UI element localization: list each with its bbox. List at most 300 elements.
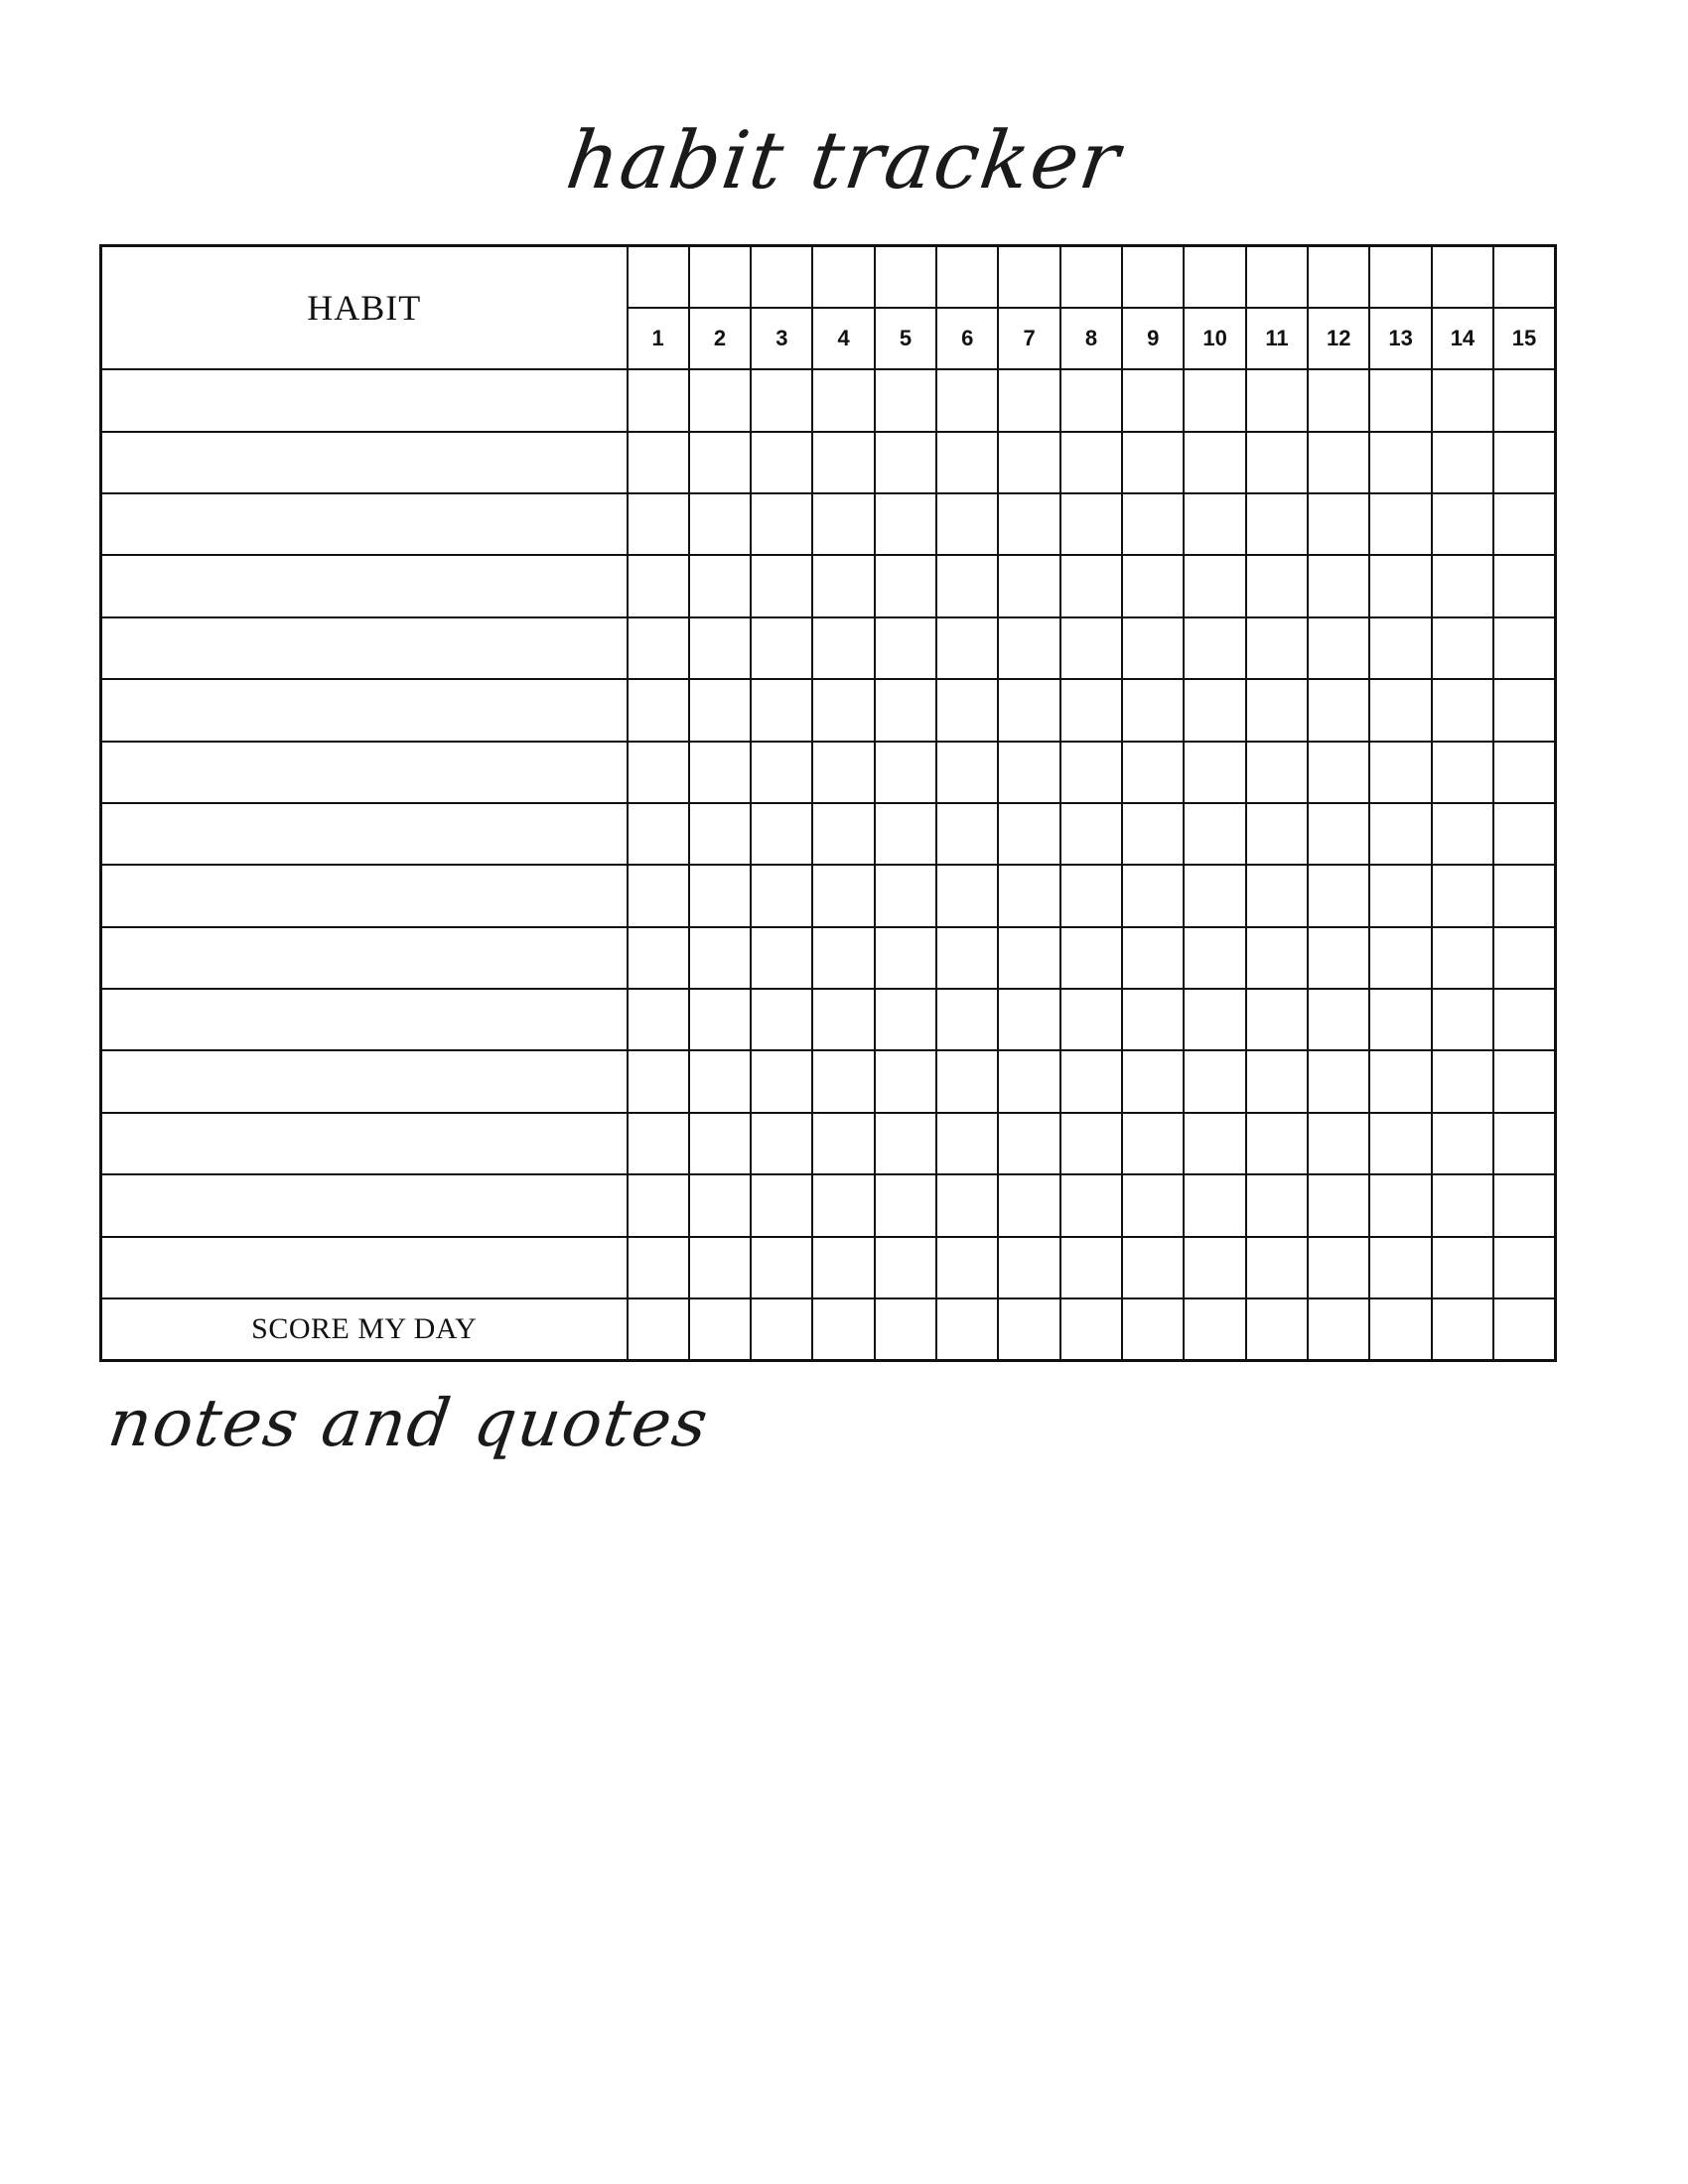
habit-day-8-cell[interactable] bbox=[1060, 1050, 1122, 1112]
habit-day-8-cell[interactable] bbox=[1060, 927, 1122, 989]
habit-day-5-cell[interactable] bbox=[875, 1237, 936, 1298]
habit-day-4-cell[interactable] bbox=[812, 927, 874, 989]
habit-day-9-cell[interactable] bbox=[1122, 865, 1184, 926]
habit-row bbox=[101, 617, 1556, 679]
habit-day-11-cell[interactable] bbox=[1246, 617, 1308, 679]
habit-day-1-cell[interactable] bbox=[628, 1174, 689, 1236]
habit-day-1-cell[interactable] bbox=[628, 989, 689, 1050]
habit-day-3-cell[interactable] bbox=[751, 432, 812, 493]
habit-day-11-cell[interactable] bbox=[1246, 679, 1308, 741]
habit-day-6-cell[interactable] bbox=[936, 803, 998, 865]
habit-day-8-cell[interactable] bbox=[1060, 432, 1122, 493]
habit-day-7-cell[interactable] bbox=[998, 865, 1059, 926]
day-8-top-cell bbox=[1060, 246, 1122, 308]
habit-day-8-cell[interactable] bbox=[1060, 1237, 1122, 1298]
habit-day-2-cell[interactable] bbox=[689, 1237, 751, 1298]
day-number-10: 10 bbox=[1184, 308, 1245, 369]
habit-day-5-cell[interactable] bbox=[875, 865, 936, 926]
habit-row bbox=[101, 742, 1556, 803]
score-day-14-cell[interactable] bbox=[1432, 1298, 1493, 1361]
habit-day-5-cell[interactable] bbox=[875, 1174, 936, 1236]
habit-day-12-cell[interactable] bbox=[1308, 617, 1369, 679]
score-row bbox=[101, 1298, 1556, 1361]
habit-tracker-table bbox=[99, 244, 1557, 1362]
habit-day-15-cell[interactable] bbox=[1493, 742, 1555, 803]
habit-day-10-cell[interactable] bbox=[1184, 1113, 1245, 1174]
habit-day-11-cell[interactable] bbox=[1246, 1113, 1308, 1174]
habit-day-2-cell[interactable] bbox=[689, 432, 751, 493]
habit-day-14-cell[interactable] bbox=[1432, 369, 1493, 431]
habit-day-4-cell[interactable] bbox=[812, 865, 874, 926]
habit-day-14-cell[interactable] bbox=[1432, 927, 1493, 989]
habit-day-5-cell[interactable] bbox=[875, 617, 936, 679]
habit-day-10-cell[interactable] bbox=[1184, 617, 1245, 679]
habit-day-6-cell[interactable] bbox=[936, 742, 998, 803]
habit-day-12-cell[interactable] bbox=[1308, 432, 1369, 493]
habit-day-4-cell[interactable] bbox=[812, 1237, 874, 1298]
habit-day-14-cell[interactable] bbox=[1432, 1113, 1493, 1174]
day-number-6: 6 bbox=[936, 308, 998, 369]
habit-name-cell[interactable] bbox=[101, 617, 628, 679]
habit-day-15-cell[interactable] bbox=[1493, 865, 1555, 926]
habit-day-5-cell[interactable] bbox=[875, 679, 936, 741]
habit-day-14-cell[interactable] bbox=[1432, 679, 1493, 741]
habit-day-5-cell[interactable] bbox=[875, 369, 936, 431]
habit-day-4-cell[interactable] bbox=[812, 803, 874, 865]
habit-day-4-cell[interactable] bbox=[812, 555, 874, 616]
habit-name-cell[interactable] bbox=[101, 989, 628, 1050]
habit-day-14-cell[interactable] bbox=[1432, 989, 1493, 1050]
habit-day-3-cell[interactable] bbox=[751, 1113, 812, 1174]
day-1-top-cell bbox=[628, 246, 689, 308]
habit-day-6-cell[interactable] bbox=[936, 927, 998, 989]
habit-day-4-cell[interactable] bbox=[812, 1050, 874, 1112]
habit-day-9-cell[interactable] bbox=[1122, 617, 1184, 679]
habit-day-3-cell[interactable] bbox=[751, 555, 812, 616]
habit-day-14-cell[interactable] bbox=[1432, 1050, 1493, 1112]
habit-day-14-cell[interactable] bbox=[1432, 1237, 1493, 1298]
habit-day-13-cell[interactable] bbox=[1369, 493, 1431, 555]
habit-day-5-cell[interactable] bbox=[875, 742, 936, 803]
habit-day-9-cell[interactable] bbox=[1122, 927, 1184, 989]
day-13-top-cell bbox=[1369, 246, 1431, 308]
habit-day-14-cell[interactable] bbox=[1432, 617, 1493, 679]
habit-day-3-cell[interactable] bbox=[751, 493, 812, 555]
day-15-top-cell bbox=[1493, 246, 1555, 308]
habit-day-1-cell[interactable] bbox=[628, 679, 689, 741]
habit-day-11-cell[interactable] bbox=[1246, 803, 1308, 865]
habit-day-15-cell[interactable] bbox=[1493, 679, 1555, 741]
habit-day-14-cell[interactable] bbox=[1432, 865, 1493, 926]
habit-day-2-cell[interactable] bbox=[689, 742, 751, 803]
habit-day-6-cell[interactable] bbox=[936, 1174, 998, 1236]
habit-day-14-cell[interactable] bbox=[1432, 803, 1493, 865]
habit-day-14-cell[interactable] bbox=[1432, 493, 1493, 555]
habit-day-9-cell[interactable] bbox=[1122, 1050, 1184, 1112]
habit-day-3-cell[interactable] bbox=[751, 803, 812, 865]
habit-day-3-cell[interactable] bbox=[751, 369, 812, 431]
habit-day-14-cell[interactable] bbox=[1432, 555, 1493, 616]
habit-day-2-cell[interactable] bbox=[689, 493, 751, 555]
habit-day-5-cell[interactable] bbox=[875, 1050, 936, 1112]
habit-day-1-cell[interactable] bbox=[628, 555, 689, 616]
score-day-15-cell[interactable] bbox=[1493, 1298, 1555, 1361]
habit-day-5-cell[interactable] bbox=[875, 927, 936, 989]
habit-day-11-cell[interactable] bbox=[1246, 989, 1308, 1050]
habit-day-4-cell[interactable] bbox=[812, 1174, 874, 1236]
score-day-2-cell[interactable] bbox=[689, 1298, 751, 1361]
habit-day-6-cell[interactable] bbox=[936, 679, 998, 741]
habit-day-1-cell[interactable] bbox=[628, 1237, 689, 1298]
habit-day-4-cell[interactable] bbox=[812, 369, 874, 431]
habit-day-6-cell[interactable] bbox=[936, 1113, 998, 1174]
habit-day-15-cell[interactable] bbox=[1493, 1113, 1555, 1174]
habit-day-3-cell[interactable] bbox=[751, 679, 812, 741]
habit-day-11-cell[interactable] bbox=[1246, 742, 1308, 803]
habit-day-8-cell[interactable] bbox=[1060, 617, 1122, 679]
habit-day-10-cell[interactable] bbox=[1184, 927, 1245, 989]
habit-day-3-cell[interactable] bbox=[751, 1174, 812, 1236]
habit-day-1-cell[interactable] bbox=[628, 432, 689, 493]
habit-day-10-cell[interactable] bbox=[1184, 493, 1245, 555]
habit-day-6-cell[interactable] bbox=[936, 555, 998, 616]
habit-day-6-cell[interactable] bbox=[936, 493, 998, 555]
habit-day-14-cell[interactable] bbox=[1432, 1174, 1493, 1236]
score-day-5-cell[interactable] bbox=[875, 1298, 936, 1361]
habit-day-7-cell[interactable] bbox=[998, 1050, 1059, 1112]
habit-day-4-cell[interactable] bbox=[812, 679, 874, 741]
habit-row bbox=[101, 493, 1556, 555]
habit-day-10-cell[interactable] bbox=[1184, 369, 1245, 431]
habit-day-11-cell[interactable] bbox=[1246, 1050, 1308, 1112]
habit-day-8-cell[interactable] bbox=[1060, 742, 1122, 803]
day-number-2: 2 bbox=[689, 308, 751, 369]
habit-day-11-cell[interactable] bbox=[1246, 1237, 1308, 1298]
day-6-top-cell bbox=[936, 246, 998, 308]
day-number-5: 5 bbox=[875, 308, 936, 369]
day-number-4: 4 bbox=[812, 308, 874, 369]
habit-day-10-cell[interactable] bbox=[1184, 1050, 1245, 1112]
habit-day-5-cell[interactable] bbox=[875, 493, 936, 555]
habit-day-7-cell[interactable] bbox=[998, 555, 1059, 616]
habit-day-3-cell[interactable] bbox=[751, 742, 812, 803]
habit-day-5-cell[interactable] bbox=[875, 803, 936, 865]
score-day-11-cell[interactable] bbox=[1246, 1298, 1308, 1361]
habit-name-cell[interactable] bbox=[101, 803, 628, 865]
score-day-1-cell[interactable] bbox=[628, 1298, 689, 1361]
habit-day-4-cell[interactable] bbox=[812, 493, 874, 555]
habit-day-4-cell[interactable] bbox=[812, 989, 874, 1050]
habit-day-2-cell[interactable] bbox=[689, 803, 751, 865]
day-number-7: 7 bbox=[998, 308, 1059, 369]
habit-day-7-cell[interactable] bbox=[998, 493, 1059, 555]
day-number-8: 8 bbox=[1060, 308, 1122, 369]
habit-day-8-cell[interactable] bbox=[1060, 1174, 1122, 1236]
habit-day-7-cell[interactable] bbox=[998, 432, 1059, 493]
habit-column-header: HABIT bbox=[101, 246, 628, 370]
habit-day-2-cell[interactable] bbox=[689, 617, 751, 679]
habit-day-15-cell[interactable] bbox=[1493, 989, 1555, 1050]
habit-day-11-cell[interactable] bbox=[1246, 493, 1308, 555]
habit-row bbox=[101, 432, 1556, 493]
habit-name-cell[interactable] bbox=[101, 555, 628, 616]
habit-day-5-cell[interactable] bbox=[875, 432, 936, 493]
habit-name-cell[interactable] bbox=[101, 865, 628, 926]
habit-day-12-cell[interactable] bbox=[1308, 369, 1369, 431]
habit-day-9-cell[interactable] bbox=[1122, 555, 1184, 616]
day-number-3: 3 bbox=[751, 308, 812, 369]
habit-day-14-cell[interactable] bbox=[1432, 432, 1493, 493]
habit-day-6-cell[interactable] bbox=[936, 1050, 998, 1112]
day-number-11: 11 bbox=[1246, 308, 1308, 369]
habit-day-12-cell[interactable] bbox=[1308, 1237, 1369, 1298]
habit-day-15-cell[interactable] bbox=[1493, 803, 1555, 865]
habit-day-2-cell[interactable] bbox=[689, 865, 751, 926]
habit-day-9-cell[interactable] bbox=[1122, 803, 1184, 865]
score-day-10-cell[interactable] bbox=[1184, 1298, 1245, 1361]
habit-day-7-cell[interactable] bbox=[998, 927, 1059, 989]
habit-day-12-cell[interactable] bbox=[1308, 742, 1369, 803]
habit-row bbox=[101, 1174, 1556, 1236]
habit-day-4-cell[interactable] bbox=[812, 432, 874, 493]
habit-day-13-cell[interactable] bbox=[1369, 432, 1431, 493]
habit-row bbox=[101, 555, 1556, 616]
score-day-6-cell[interactable] bbox=[936, 1298, 998, 1361]
habit-day-6-cell[interactable] bbox=[936, 432, 998, 493]
habit-day-7-cell[interactable] bbox=[998, 617, 1059, 679]
habit-day-13-cell[interactable] bbox=[1369, 679, 1431, 741]
score-day-3-cell[interactable] bbox=[751, 1298, 812, 1361]
habit-day-6-cell[interactable] bbox=[936, 1237, 998, 1298]
habit-day-13-cell[interactable] bbox=[1369, 1174, 1431, 1236]
habit-day-12-cell[interactable] bbox=[1308, 679, 1369, 741]
habit-day-3-cell[interactable] bbox=[751, 865, 812, 926]
habit-day-1-cell[interactable] bbox=[628, 1113, 689, 1174]
habit-day-8-cell[interactable] bbox=[1060, 369, 1122, 431]
habit-name-cell[interactable] bbox=[101, 1237, 628, 1298]
habit-day-3-cell[interactable] bbox=[751, 989, 812, 1050]
habit-day-15-cell[interactable] bbox=[1493, 927, 1555, 989]
habit-day-2-cell[interactable] bbox=[689, 927, 751, 989]
habit-day-3-cell[interactable] bbox=[751, 927, 812, 989]
habit-row bbox=[101, 1113, 1556, 1174]
habit-day-7-cell[interactable] bbox=[998, 1237, 1059, 1298]
habit-day-10-cell[interactable] bbox=[1184, 555, 1245, 616]
habit-day-10-cell[interactable] bbox=[1184, 679, 1245, 741]
day-2-top-cell bbox=[689, 246, 751, 308]
notes-title: notes and quotes bbox=[103, 1385, 715, 1461]
habit-day-8-cell[interactable] bbox=[1060, 493, 1122, 555]
habit-day-12-cell[interactable] bbox=[1308, 989, 1369, 1050]
habit-day-12-cell[interactable] bbox=[1308, 865, 1369, 926]
habit-row bbox=[101, 803, 1556, 865]
habit-day-11-cell[interactable] bbox=[1246, 927, 1308, 989]
habit-day-2-cell[interactable] bbox=[689, 989, 751, 1050]
habit-name-cell[interactable] bbox=[101, 679, 628, 741]
habit-day-9-cell[interactable] bbox=[1122, 1113, 1184, 1174]
score-day-4-cell[interactable] bbox=[812, 1298, 874, 1361]
habit-name-cell[interactable] bbox=[101, 1113, 628, 1174]
habit-day-9-cell[interactable] bbox=[1122, 1174, 1184, 1236]
habit-day-4-cell[interactable] bbox=[812, 742, 874, 803]
habit-day-9-cell[interactable] bbox=[1122, 1237, 1184, 1298]
habit-name-cell[interactable] bbox=[101, 369, 628, 431]
habit-day-7-cell[interactable] bbox=[998, 989, 1059, 1050]
habit-day-3-cell[interactable] bbox=[751, 617, 812, 679]
habit-day-15-cell[interactable] bbox=[1493, 1174, 1555, 1236]
day-10-top-cell bbox=[1184, 246, 1245, 308]
habit-day-4-cell[interactable] bbox=[812, 617, 874, 679]
habit-day-7-cell[interactable] bbox=[998, 1174, 1059, 1236]
habit-day-1-cell[interactable] bbox=[628, 617, 689, 679]
habit-day-12-cell[interactable] bbox=[1308, 803, 1369, 865]
habit-day-12-cell[interactable] bbox=[1308, 555, 1369, 616]
habit-day-9-cell[interactable] bbox=[1122, 493, 1184, 555]
habit-row bbox=[101, 989, 1556, 1050]
habit-day-1-cell[interactable] bbox=[628, 1050, 689, 1112]
habit-day-10-cell[interactable] bbox=[1184, 742, 1245, 803]
habit-day-9-cell[interactable] bbox=[1122, 742, 1184, 803]
habit-name-cell[interactable] bbox=[101, 493, 628, 555]
habit-day-13-cell[interactable] bbox=[1369, 742, 1431, 803]
habit-day-15-cell[interactable] bbox=[1493, 555, 1555, 616]
habit-day-14-cell[interactable] bbox=[1432, 742, 1493, 803]
habit-day-2-cell[interactable] bbox=[689, 1113, 751, 1174]
day-number-13: 13 bbox=[1369, 308, 1431, 369]
habit-day-1-cell[interactable] bbox=[628, 927, 689, 989]
day-7-top-cell bbox=[998, 246, 1059, 308]
day-number-14: 14 bbox=[1432, 308, 1493, 369]
habit-day-13-cell[interactable] bbox=[1369, 555, 1431, 616]
habit-name-cell[interactable] bbox=[101, 742, 628, 803]
habit-day-2-cell[interactable] bbox=[689, 555, 751, 616]
habit-day-9-cell[interactable] bbox=[1122, 369, 1184, 431]
habit-day-13-cell[interactable] bbox=[1369, 1050, 1431, 1112]
day-number-9: 9 bbox=[1122, 308, 1184, 369]
habit-day-7-cell[interactable] bbox=[998, 369, 1059, 431]
habit-day-1-cell[interactable] bbox=[628, 742, 689, 803]
habit-day-13-cell[interactable] bbox=[1369, 369, 1431, 431]
habit-row bbox=[101, 865, 1556, 926]
habit-day-6-cell[interactable] bbox=[936, 617, 998, 679]
habit-day-2-cell[interactable] bbox=[689, 1050, 751, 1112]
habit-day-8-cell[interactable] bbox=[1060, 989, 1122, 1050]
score-day-8-cell[interactable] bbox=[1060, 1298, 1122, 1361]
habit-day-8-cell[interactable] bbox=[1060, 555, 1122, 616]
habit-day-3-cell[interactable] bbox=[751, 1050, 812, 1112]
habit-day-13-cell[interactable] bbox=[1369, 1237, 1431, 1298]
habit-day-10-cell[interactable] bbox=[1184, 1237, 1245, 1298]
habit-row bbox=[101, 1237, 1556, 1298]
habit-day-11-cell[interactable] bbox=[1246, 555, 1308, 616]
day-number-1: 1 bbox=[628, 308, 689, 369]
habit-day-13-cell[interactable] bbox=[1369, 617, 1431, 679]
habit-day-9-cell[interactable] bbox=[1122, 989, 1184, 1050]
habit-day-8-cell[interactable] bbox=[1060, 1113, 1122, 1174]
habit-day-12-cell[interactable] bbox=[1308, 1113, 1369, 1174]
habit-day-10-cell[interactable] bbox=[1184, 1174, 1245, 1236]
habit-day-5-cell[interactable] bbox=[875, 989, 936, 1050]
habit-day-13-cell[interactable] bbox=[1369, 1113, 1431, 1174]
habit-day-5-cell[interactable] bbox=[875, 1113, 936, 1174]
day-9-top-cell bbox=[1122, 246, 1184, 308]
habit-day-6-cell[interactable] bbox=[936, 865, 998, 926]
habit-day-1-cell[interactable] bbox=[628, 493, 689, 555]
habit-day-15-cell[interactable] bbox=[1493, 1050, 1555, 1112]
habit-day-9-cell[interactable] bbox=[1122, 432, 1184, 493]
habit-day-13-cell[interactable] bbox=[1369, 803, 1431, 865]
habit-day-15-cell[interactable] bbox=[1493, 617, 1555, 679]
habit-day-15-cell[interactable] bbox=[1493, 432, 1555, 493]
day-5-top-cell bbox=[875, 246, 936, 308]
habit-day-8-cell[interactable] bbox=[1060, 865, 1122, 926]
habit-day-11-cell[interactable] bbox=[1246, 1174, 1308, 1236]
habit-day-6-cell[interactable] bbox=[936, 369, 998, 431]
habit-day-8-cell[interactable] bbox=[1060, 803, 1122, 865]
habit-row bbox=[101, 1050, 1556, 1112]
habit-day-12-cell[interactable] bbox=[1308, 1050, 1369, 1112]
habit-day-13-cell[interactable] bbox=[1369, 865, 1431, 926]
habit-day-9-cell[interactable] bbox=[1122, 679, 1184, 741]
habit-day-12-cell[interactable] bbox=[1308, 493, 1369, 555]
score-day-13-cell[interactable] bbox=[1369, 1298, 1431, 1361]
habit-day-10-cell[interactable] bbox=[1184, 432, 1245, 493]
habit-row bbox=[101, 369, 1556, 431]
habit-day-7-cell[interactable] bbox=[998, 1113, 1059, 1174]
habit-day-15-cell[interactable] bbox=[1493, 1237, 1555, 1298]
habit-day-10-cell[interactable] bbox=[1184, 989, 1245, 1050]
habit-name-cell[interactable] bbox=[101, 927, 628, 989]
habit-day-4-cell[interactable] bbox=[812, 1113, 874, 1174]
habit-day-11-cell[interactable] bbox=[1246, 432, 1308, 493]
habit-day-7-cell[interactable] bbox=[998, 742, 1059, 803]
score-day-12-cell[interactable] bbox=[1308, 1298, 1369, 1361]
habit-day-8-cell[interactable] bbox=[1060, 679, 1122, 741]
habit-day-11-cell[interactable] bbox=[1246, 369, 1308, 431]
habit-day-13-cell[interactable] bbox=[1369, 927, 1431, 989]
habit-day-6-cell[interactable] bbox=[936, 989, 998, 1050]
habit-day-7-cell[interactable] bbox=[998, 679, 1059, 741]
habit-row bbox=[101, 927, 1556, 989]
habit-day-12-cell[interactable] bbox=[1308, 927, 1369, 989]
habit-day-12-cell[interactable] bbox=[1308, 1174, 1369, 1236]
habit-day-15-cell[interactable] bbox=[1493, 369, 1555, 431]
habit-name-cell[interactable] bbox=[101, 432, 628, 493]
habit-day-5-cell[interactable] bbox=[875, 555, 936, 616]
habit-day-15-cell[interactable] bbox=[1493, 493, 1555, 555]
habit-name-cell[interactable] bbox=[101, 1050, 628, 1112]
score-day-7-cell[interactable] bbox=[998, 1298, 1059, 1361]
day-12-top-cell bbox=[1308, 246, 1369, 308]
habit-day-10-cell[interactable] bbox=[1184, 803, 1245, 865]
day-11-top-cell bbox=[1246, 246, 1308, 308]
habit-name-cell[interactable] bbox=[101, 1174, 628, 1236]
habit-day-1-cell[interactable] bbox=[628, 803, 689, 865]
habit-day-2-cell[interactable] bbox=[689, 369, 751, 431]
habit-day-1-cell[interactable] bbox=[628, 369, 689, 431]
habit-day-2-cell[interactable] bbox=[689, 1174, 751, 1236]
score-day-9-cell[interactable] bbox=[1122, 1298, 1184, 1361]
habit-day-11-cell[interactable] bbox=[1246, 865, 1308, 926]
habit-day-7-cell[interactable] bbox=[998, 803, 1059, 865]
habit-day-1-cell[interactable] bbox=[628, 865, 689, 926]
habit-day-10-cell[interactable] bbox=[1184, 865, 1245, 926]
habit-day-2-cell[interactable] bbox=[689, 679, 751, 741]
habit-day-13-cell[interactable] bbox=[1369, 989, 1431, 1050]
habit-day-3-cell[interactable] bbox=[751, 1237, 812, 1298]
header-row-top bbox=[101, 246, 1556, 308]
day-3-top-cell bbox=[751, 246, 812, 308]
